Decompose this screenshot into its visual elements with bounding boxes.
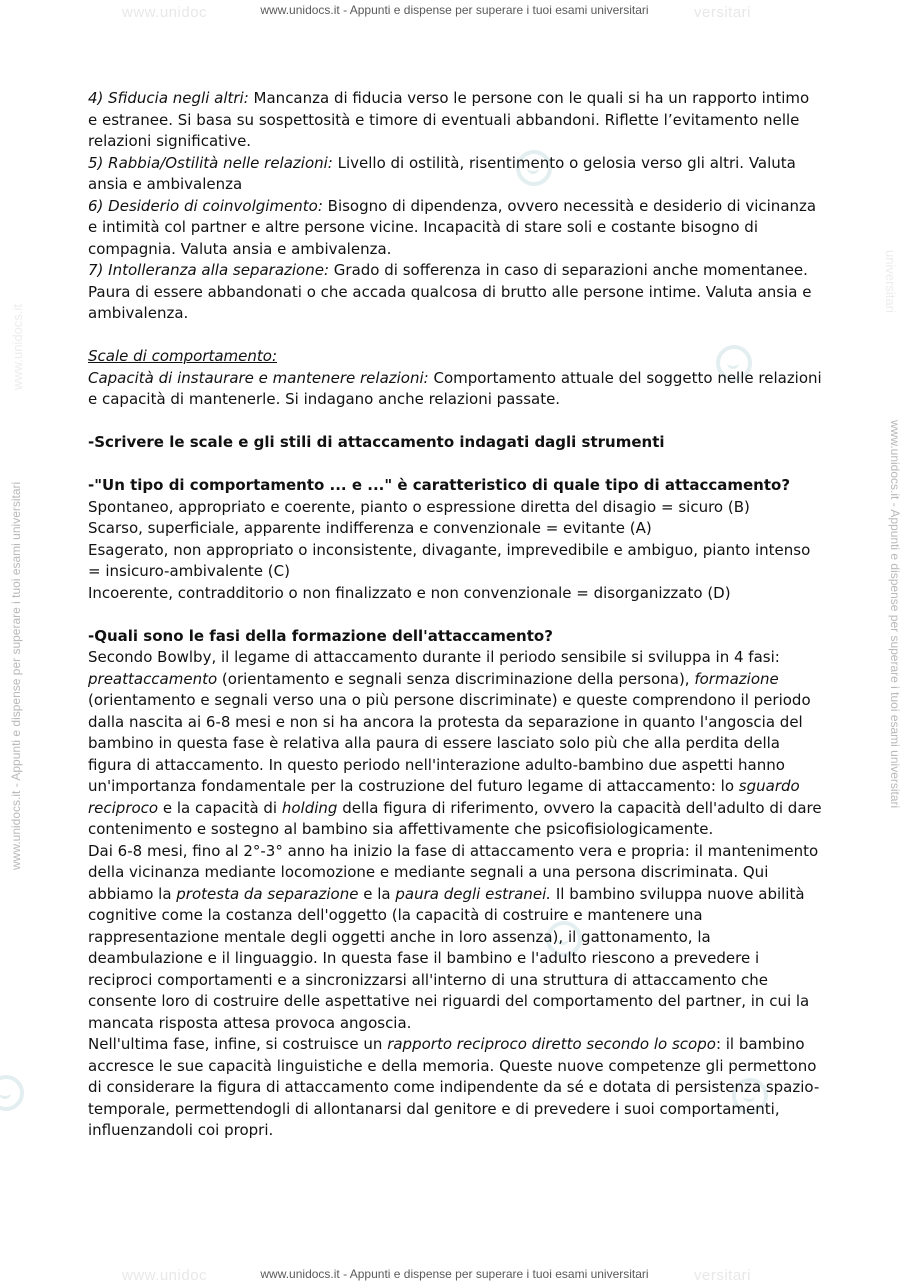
item-text: Mancanza di fiducia verso le persone con le quali si ha un rapporto intimo e estranee. Si basa su sospettosità e timore di eventuali abbandoni. Riflette l’evitamento nelle relazioni significative.	[88, 89, 810, 150]
answer-line: Esagerato, non appropriato o inconsistente, divagante, imprevedibile e ambiguo, pianto intenso = insicuro-ambivalente (C)	[88, 540, 811, 580]
paragraph-desiderio	[88, 196, 823, 261]
paragraph-rabbia	[88, 153, 823, 196]
paragraph-sfiducia	[88, 88, 823, 153]
item-text: Grado di sofferenza in caso di separazioni anche momentanee. Paura di essere abbandonati o che accada qualcosa di brutto alle persone intime. Valuta ansia e ambivalenza.	[88, 261, 812, 322]
footer-ghost-left: www.unidoc	[122, 1267, 208, 1284]
header-ghost-right: versitari	[694, 4, 752, 21]
left-faint-watermark: www.unidocs.it	[10, 304, 25, 390]
item-label: 4) Sfiducia negli altri:	[88, 89, 249, 107]
paragraph-bowlby: Secondo Bowlby, il legame di attaccamento durante il periodo sensibile si sviluppa in 4 fasi: preattaccamento (orientamento e segnali senza discriminazione della persona), formazione (orientamento e segnali verso una o più persone discriminate) e queste comprendono il periodo dalla nascita ai 6-8 mesi e non si ha ancora la protesta da separazione in quanto l'angoscia del bambino in questa fase è relativa alla paura di essere lasciato solo più che alla perdita della figura di attaccamento. In questo periodo nell'interazione adulto-bambino due aspetti hanno un'importanza fondamentale per la costruzione del futuro legame di attaccamento: lo sguardo reciproco e la capacità di holding della figura di riferimento, ovvero la capacità dell'adulto di dare contenimento e sostegno al bambino sia affettivamente che psicofisiologicamente.	[88, 648, 822, 838]
watermark-logo-icon	[0, 1075, 24, 1111]
item-label: 6) Desiderio di coinvolgimento:	[88, 196, 323, 215]
page-header-watermark: www.unidocs.it - Appunti e dispense per superare i tuoi esami universitari	[260, 3, 649, 17]
item-text: Bisogno di dipendenza, ovvero necessità e desiderio di vicinanza e intimità col partner e altre persone vicine. Incapacità di stare soli e costante bisogno di compagnia. Valuta ansia e ambivalenza.	[88, 196, 817, 258]
answer-line: Spontaneo, appropriato e coerente, pianto o espressione diretta del disagio = sicuro (B)	[88, 497, 750, 516]
paragraph-intolleranza	[88, 260, 823, 325]
document-body	[88, 88, 823, 1142]
header-ghost-left: www.unidoc	[122, 4, 208, 21]
answer-line: Incoerente, contradditorio o non finalizzato e non convenzionale = disorganizzato (D)	[88, 583, 731, 602]
footer-ghost-right: versitari	[694, 1267, 752, 1284]
item-label: Capacità di instaurare e mantenere relazioni:	[88, 368, 429, 387]
item-text: Livello di ostilità, risentimento o gelosia verso gli altri. Valuta ansia e ambivalenza	[88, 153, 796, 193]
question-heading: -Quali sono le fasi della formazione dell'attaccamento?	[88, 626, 553, 645]
paragraph-ultima-fase: Nell'ultima fase, infine, si costruisce un rapporto reciproco diretto secondo lo scopo: il bambino accresce le sue capacità linguistiche e della memoria. Queste nuove competenze gli permettono di considerare la figura di attaccamento come indipendente da sé e dotata di persistenza spazio-temporale, permettendogli di allontanarsi dal genitore e di prevedere i suoi comportamenti, influenzandoli coi propri.	[88, 1035, 820, 1139]
item-label: 7) Intolleranza alla separazione:	[88, 261, 330, 279]
page-footer-watermark: www.unidocs.it - Appunti e dispense per superare i tuoi esami universitari	[260, 1267, 649, 1281]
paragraph-fase-attaccamento: Dai 6-8 mesi, fino al 2°-3° anno ha inizio la fase di attaccamento vera e propria: il mantenimento della vicinanza mediante locomozione e mediante segnali a una persona discriminata. Qui abbiamo la protesta da separazione e la paura degli estranei. Il bambino sviluppa nuove abilità cognitive come la costanza dell'oggetto (la capacità di costruire e mantenere una rappresentazione mentale degli oggetti anche in loro assenza), il gattonamento, la deambulazione e il linguaggio. In questa fase il bambino e l'adulto riescono a prevedere i reciproci comportamenti e a sincronizzarsi all'interno di una struttura di attaccamento che consente loro di costruire delle aspettative nei riguardi del comportamento del partner, in cui la mancata risposta attesa provoca angoscia.	[88, 841, 819, 1032]
scale-heading: Scale di comportamento:	[88, 347, 278, 365]
question-heading: -"Un tipo di comportamento ... e ..." è caratteristico di quale tipo di attaccamento?	[88, 476, 791, 494]
right-faint-watermark: universitari	[883, 250, 898, 313]
question-heading: -Scrivere le scale e gli stili di attaccamento indagati dagli strumenti	[88, 433, 665, 451]
item-label: 5) Rabbia/Ostilità nelle relazioni:	[88, 153, 333, 172]
item-text: Comportamento attuale del soggetto nelle relazioni e capacità di mantenerle. Si indagano anche relazioni passate.	[88, 368, 822, 408]
paragraph-scale	[88, 368, 823, 411]
left-side-watermark: www.unidocs.it - Appunti e dispense per superare i tuoi esami universitari	[9, 481, 23, 870]
right-side-watermark: www.unidocs.it - Appunti e dispense per superare i tuoi esami universitari	[888, 420, 902, 809]
answer-line: Scarso, superficiale, apparente indifferenza e convenzionale = evitante (A)	[88, 519, 652, 537]
